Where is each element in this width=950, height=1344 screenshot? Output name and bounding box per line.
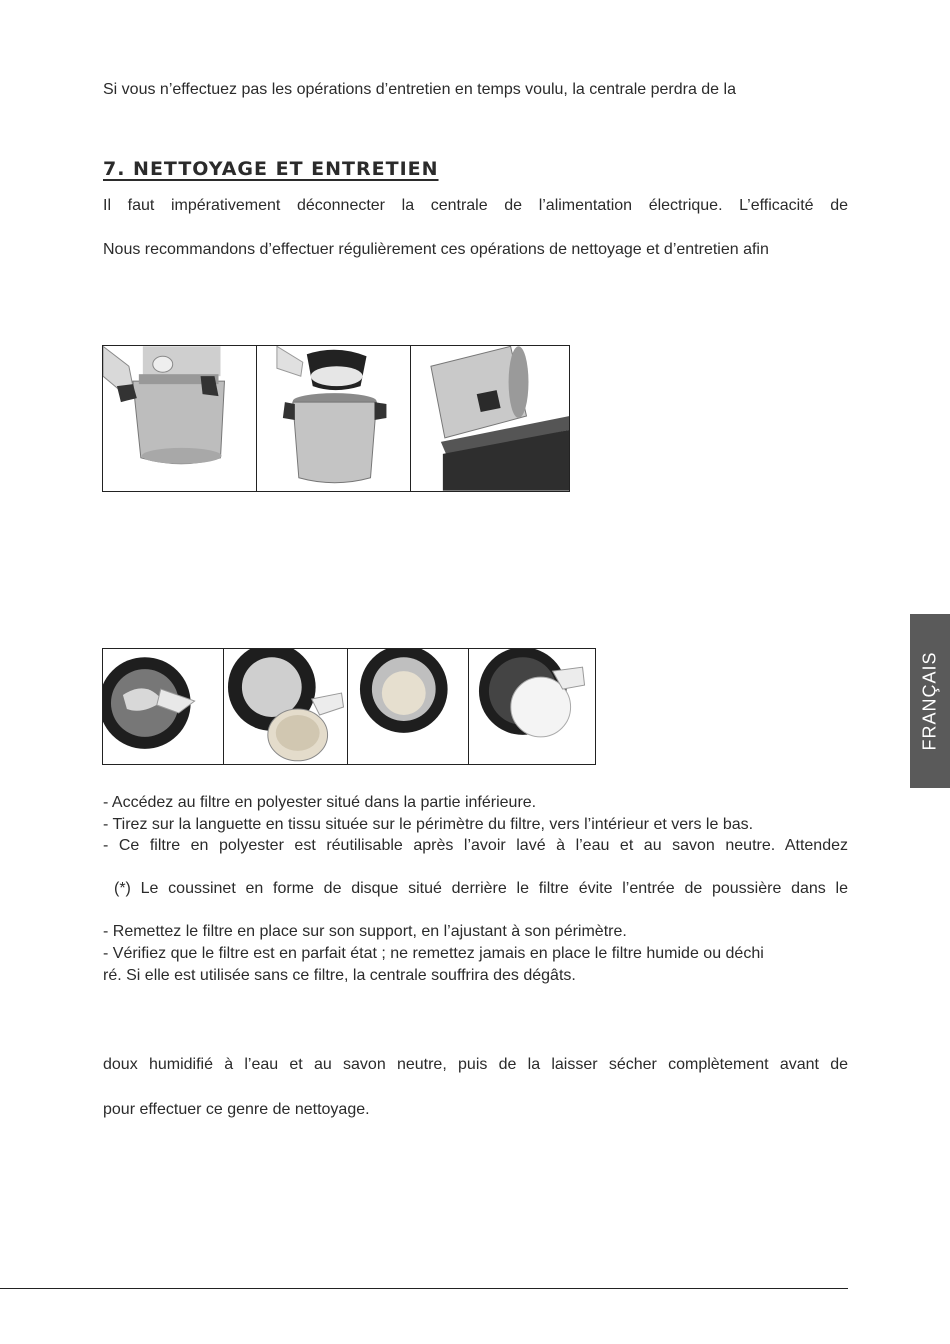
footer-rule bbox=[0, 1288, 848, 1289]
photo-lift-container bbox=[257, 346, 410, 491]
photo-empty-container bbox=[411, 346, 569, 491]
closing-line-1: doux humidifié à l’eau et au savon neutre, puis de la laisser sécher complètement avant de bbox=[103, 1056, 848, 1073]
photo-strip-filter bbox=[102, 648, 596, 765]
instruction-line-3: - Ce filtre en polyester est réutilisable après l’avoir lavé à l’eau et au savon neutre. Attendez bbox=[103, 837, 848, 854]
instruction-line-6: ré. Si elle est utilisée sans ce filtre, la centrale souffrira des dégâts. bbox=[103, 967, 576, 984]
instruction-line-2: - Tirez sur la languette en tissu située sur le périmètre du filtre, vers l’intérieur et vers le bas. bbox=[103, 816, 754, 833]
instruction-line-1: - Accédez au filtre en polyester situé dans la partie inférieure. bbox=[103, 794, 537, 811]
language-tab-label: FRANÇAIS bbox=[919, 651, 940, 751]
instruction-line-4: - Remettez le filtre en place sur son support, en l’ajustant à son périmètre. bbox=[103, 923, 627, 940]
photo-replace-filter bbox=[469, 649, 595, 764]
closing-line-2: pour effectuer ce genre de nettoyage. bbox=[103, 1101, 370, 1118]
section-paragraph-2: Nous recommandons d’effectuer régulièrement ces opérations de nettoyage et d’entretien afin bbox=[103, 241, 769, 258]
intro-text: Si vous n’effectuez pas les opérations d’entretien en temps voulu, la centrale perdra de la bbox=[103, 81, 736, 98]
instruction-note: (*) Le coussinet en forme de disque situé derrière le filtre évite l’entrée de poussière dans le bbox=[114, 880, 848, 897]
section-heading: 7. NETTOYAGE ET ENTRETIEN bbox=[103, 158, 439, 180]
photo-unlatch-container bbox=[103, 346, 257, 491]
photo-remove-filter bbox=[224, 649, 349, 764]
photo-pull-filter-tab bbox=[103, 649, 224, 764]
instruction-line-5: - Vérifiez que le filtre est en parfait état ; ne remettez jamais en place le filtre humide ou déchi bbox=[103, 945, 764, 962]
section-paragraph-1: Il faut impérativement déconnecter la centrale de l’alimentation électrique. L’efficacité de bbox=[103, 197, 848, 214]
photo-strip-container bbox=[102, 345, 570, 492]
photo-clean-filter bbox=[348, 649, 469, 764]
language-tab bbox=[910, 614, 950, 788]
